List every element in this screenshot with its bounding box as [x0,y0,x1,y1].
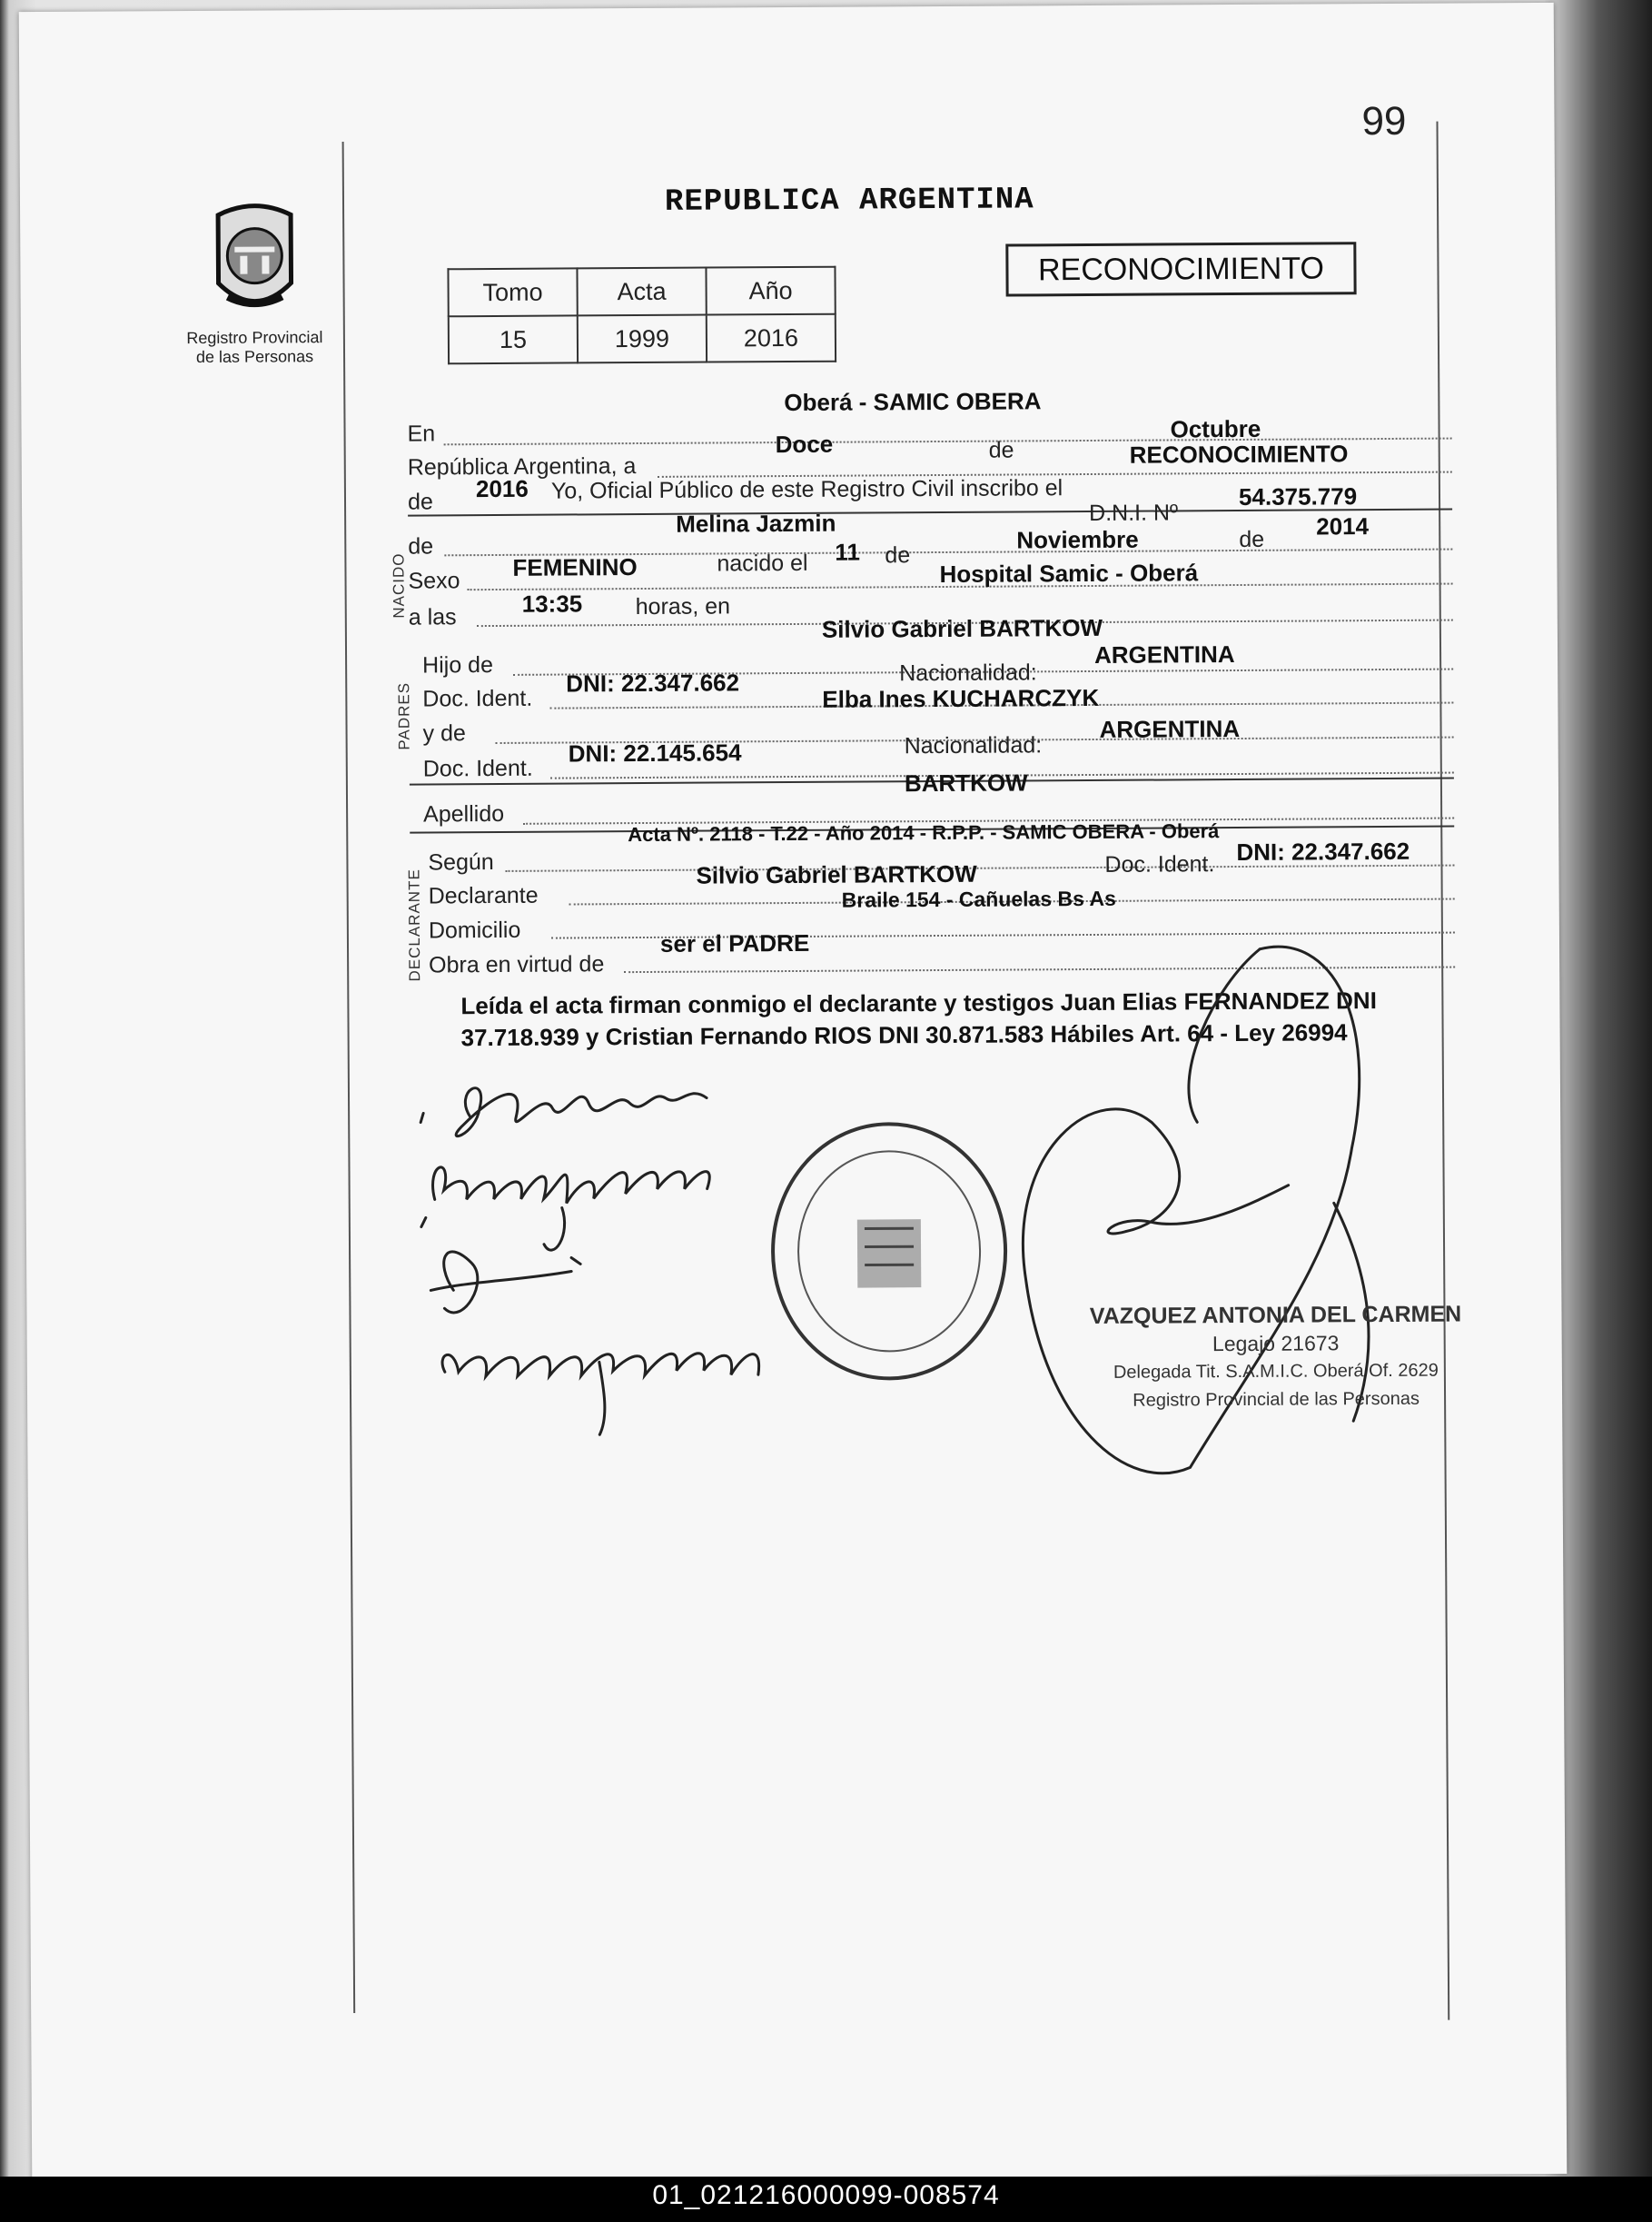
round-seal [766,1115,1013,1389]
table-cell-anio: 2016 [707,314,836,362]
label-doc: Doc. Ident. [422,685,533,712]
label-de5: de [1239,526,1265,552]
label-nacido: nacido el [717,550,808,577]
label-apellido: Apellido [423,800,505,828]
section-label-declarante: DECLARANTE [405,868,424,982]
section-label-nacido: NACIDO [390,552,408,619]
label-hijo: Hijo de [422,652,494,679]
logo-caption-1: Registro Provincial [186,328,323,348]
field-segun: Acta Nº. 2118 - T.22 - Año 2014 - R.P.P. - SAMIC OBERA - Oberá [628,819,1220,847]
field-apellido: BARTKOW [904,769,1028,798]
field-sexo: FEMENINO [512,553,638,581]
label-de3: de [408,533,434,560]
label-doc3: Doc. Ident. [1104,851,1215,878]
field-lugar: Hospital Samic - Oberá [939,559,1199,589]
field-nacido-mes: Noviembre [1016,525,1139,554]
field-declarante: Silvio Gabriel BARTKOW [696,859,977,889]
field-hora: 13:35 [521,590,583,618]
page-number: 99 [1361,98,1407,144]
table-header-tomo: Tomo [448,268,577,316]
field-domicilio: Braile 154 - Cañuelas Bs As [841,886,1116,912]
field-declarante-doc: DNI: 22.347.662 [1236,837,1410,867]
label-declarante: Declarante [428,882,539,909]
document-page [19,3,1568,2183]
footer-code: 01_021216000099-008574 [652,2180,1000,2210]
label-de2: de [407,489,433,515]
registry-seal-icon [766,1115,1013,1389]
label-nacionalidad: Nacionalidad: [899,660,1037,687]
label-en: En [407,421,436,447]
official-stamp [1084,1300,1467,1415]
label-segun: Según [428,849,494,876]
label-obra: Obra en virtud de [429,951,605,978]
label-alas: a las [408,604,457,630]
official-signature [987,911,1518,1505]
section-label-padres: PADRES [395,681,413,750]
label-oficial: Yo, Oficial Público de este Registro Civil inscribo el [550,475,1063,504]
logo-caption-2: de las Personas [195,347,314,366]
label-sexo: Sexo [408,568,460,594]
official-cargo: Delegada Tit. S.A.M.I.C. Oberá Of. 2629 [1113,1360,1439,1383]
label-de4: de [885,542,911,569]
field-inscribo: RECONOCIMIENTO [1129,440,1349,469]
table-header-acta: Acta [577,268,706,316]
label-dni: D.N.I. Nº [1089,500,1179,526]
field-dni: 54.375.779 [1238,482,1358,511]
field-madre-nac: ARGENTINA [1099,714,1241,743]
field-anio: 2016 [475,474,529,503]
act-type-box: RECONOCIMIENTO [1005,242,1356,296]
table-cell-acta: 1999 [578,315,707,363]
field-mes: Octubre [1170,414,1261,443]
official-name: VAZQUEZ ANTONIA DEL CARMEN [1089,1301,1462,1330]
label-republica: República Argentina, a [407,453,637,481]
official-legajo: Legajo 21673 [1212,1331,1340,1356]
label-yde: y de [422,720,466,747]
label-de: de [988,437,1014,463]
field-nacido-anio: 2014 [1316,512,1370,541]
label-nacionalidad2: Nacionalidad: [904,732,1043,759]
label-domicilio: Domicilio [428,917,521,944]
table-header-anio: Año [706,267,835,315]
province-logo [147,196,361,367]
field-nombre: Melina Jazmin [676,509,836,538]
field-nacido-dia: 11 [835,538,860,566]
field-padre: Silvio Gabriel BARTKOW [821,613,1103,643]
label-doc2: Doc. Ident. [422,755,533,782]
field-madre-doc: DNI: 22.145.654 [568,739,742,768]
registry-table [447,266,836,365]
field-madre: Elba Ines KUCHARCZYK [822,683,1100,713]
field-obra: ser el PADRE [659,928,810,957]
field-padre-nac: ARGENTINA [1093,640,1235,669]
closing-text: Leída el acta firman conmigo el declarante y testigos Juan Elias FERNANDEZ DNI 37.718.939 y Cristian Fernando RIOS DNI 30.871.583 Hábiles Art. 64 - Ley 26994 [460,987,1377,1052]
misiones-seal-icon [199,196,309,324]
field-en: Oberá - SAMIC OBERA [784,387,1042,417]
field-dia: Doce [775,430,834,459]
official-registro: Registro Provincial de las Personas [1133,1388,1420,1411]
label-horas: horas, en [635,593,731,620]
document-title: REPUBLICA ARGENTINA [664,183,1034,220]
field-padre-doc: DNI: 22.347.662 [566,669,740,698]
table-cell-tomo: 15 [449,315,578,363]
left-margin-line [342,142,356,2013]
